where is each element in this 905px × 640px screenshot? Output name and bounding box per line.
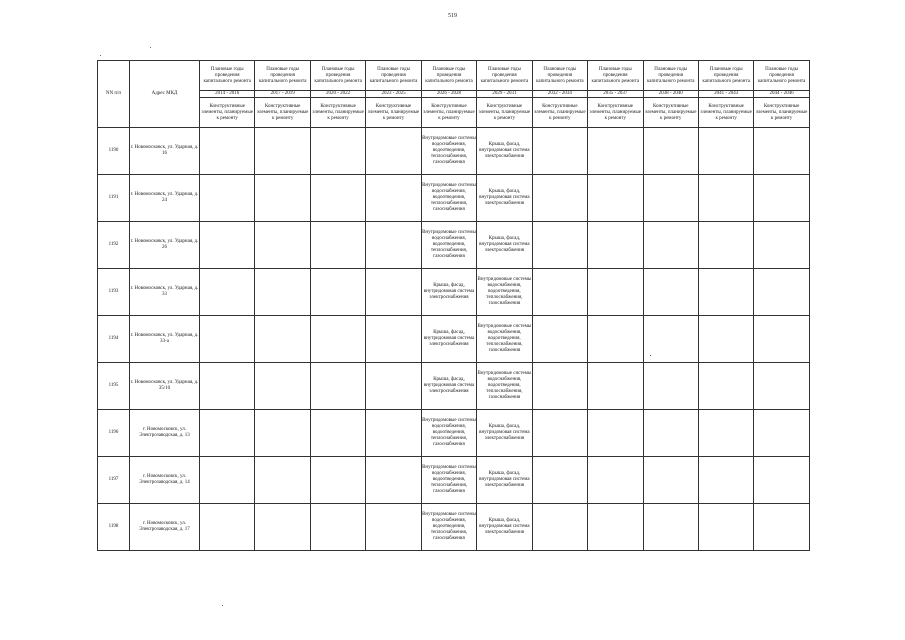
repair-elements-cell: Внутридомовые системы водоснабжения, водоотведения, теплоснабжения, газоснабжения	[421, 504, 476, 551]
repair-schedule-table	[97, 60, 810, 551]
repair-elements-cell: Внутридомовые системы водоснабжения, водоотведения, теплоснабжения, газоснабжения	[421, 175, 476, 222]
repair-elements-cell	[255, 269, 310, 316]
repair-elements-cell	[588, 269, 643, 316]
repair-elements-cell	[698, 410, 753, 457]
repair-elements-cell: Крыша, фасад, внутридомовая система электроснабжения	[421, 316, 476, 363]
repair-elements-cell	[310, 457, 365, 504]
repair-elements-cell: Крыша, фасад, внутридомовая система электроснабжения	[477, 457, 532, 504]
repair-elements-cell	[698, 457, 753, 504]
row-address: г. Новомосковск, ул. Электрозаводская, д. 13	[130, 410, 200, 457]
repair-elements-cell	[698, 363, 753, 410]
period-years: 2029 - 2031	[477, 91, 532, 98]
repair-elements-cell	[588, 222, 643, 269]
repair-elements-cell	[754, 457, 809, 504]
row-number: 1196	[98, 410, 130, 457]
repair-elements-cell	[310, 269, 365, 316]
row-address: г. Новомосковск, ул. Ударная, д. 16	[130, 128, 200, 175]
row-number: 1198	[98, 504, 130, 551]
repair-elements-cell	[255, 175, 310, 222]
repair-elements-cell	[366, 410, 421, 457]
repair-elements-cell	[310, 363, 365, 410]
repair-elements-cell	[643, 363, 698, 410]
repair-elements-cell	[698, 175, 753, 222]
repair-elements-cell	[532, 363, 587, 410]
repair-elements-cell	[255, 128, 310, 175]
period-years: 2026 - 2028	[421, 91, 476, 98]
repair-elements-cell	[532, 410, 587, 457]
elements-header: Конструктивные элементы, планируемые к ремонту	[200, 98, 255, 128]
elements-header: Конструктивные элементы, планируемые к ремонту	[588, 98, 643, 128]
scan-speck	[100, 55, 101, 56]
repair-elements-cell	[698, 222, 753, 269]
repair-elements-cell: Внутридомовые системы водоснабжения, водоотведения, теплоснабжения, газоснабжения	[421, 128, 476, 175]
repair-elements-cell	[643, 316, 698, 363]
repair-elements-cell	[255, 504, 310, 551]
row-address: г. Новомосковск, ул. Ударная, д. 33-а	[130, 316, 200, 363]
row-number: 1190	[98, 128, 130, 175]
repair-elements-cell	[200, 457, 255, 504]
table-row	[98, 175, 810, 222]
repair-elements-cell	[643, 269, 698, 316]
repair-elements-cell	[754, 175, 809, 222]
repair-elements-cell	[200, 175, 255, 222]
repair-elements-cell	[366, 128, 421, 175]
repair-elements-cell	[366, 222, 421, 269]
repair-elements-cell	[754, 222, 809, 269]
row-address: г. Новомосковск, ул. Ударная, д. 35/10	[130, 363, 200, 410]
period-years: 2032 - 2034	[532, 91, 587, 98]
period-header: Плановые годы проведения капитального ремонта	[477, 61, 532, 91]
repair-elements-cell	[255, 316, 310, 363]
period-years: 2020 - 2022	[310, 91, 365, 98]
repair-elements-cell	[532, 457, 587, 504]
table-row	[98, 410, 810, 457]
row-number: 1193	[98, 269, 130, 316]
period-header: Плановые годы проведения капитального ремонта	[255, 61, 310, 91]
repair-elements-cell: Внутридомовые системы водоснабжения, водоотведения, теплоснабжения, газоснабжения	[477, 316, 532, 363]
table-row	[98, 504, 810, 551]
table-row	[98, 222, 810, 269]
repair-elements-cell	[200, 410, 255, 457]
row-number: 1192	[98, 222, 130, 269]
repair-elements-cell	[532, 222, 587, 269]
repair-elements-cell: Крыша, фасад, внутридомовая система электроснабжения	[421, 269, 476, 316]
repair-elements-cell	[643, 222, 698, 269]
elements-header: Конструктивные элементы, планируемые к ремонту	[754, 98, 809, 128]
scan-speck	[650, 355, 651, 356]
repair-elements-cell	[366, 457, 421, 504]
row-address: г. Новомосковск, ул. Ударная, д. 33	[130, 269, 200, 316]
period-header: Плановые годы проведения капитального ремонта	[643, 61, 698, 91]
repair-elements-cell	[643, 457, 698, 504]
repair-elements-cell	[588, 410, 643, 457]
repair-elements-cell	[255, 222, 310, 269]
repair-elements-cell	[366, 269, 421, 316]
repair-elements-cell	[643, 128, 698, 175]
table-header	[98, 61, 810, 128]
repair-elements-cell: Крыша, фасад, внутридомовая система электроснабжения	[477, 175, 532, 222]
elements-header: Конструктивные элементы, планируемые к ремонту	[366, 98, 421, 128]
period-header: Плановые годы проведения капитального ремонта	[200, 61, 255, 91]
repair-elements-cell	[588, 457, 643, 504]
row-address: г. Новомосковск, ул. Электрозаводская, д. 14	[130, 457, 200, 504]
repair-elements-cell	[754, 504, 809, 551]
repair-elements-cell	[200, 316, 255, 363]
table-body	[98, 128, 810, 551]
elements-header: Конструктивные элементы, планируемые к ремонту	[643, 98, 698, 128]
repair-elements-cell	[643, 175, 698, 222]
table-row	[98, 269, 810, 316]
row-address: г. Новомосковск, ул. Электрозаводская, д. 17	[130, 504, 200, 551]
repair-elements-cell	[754, 363, 809, 410]
repair-elements-cell	[200, 269, 255, 316]
repair-elements-cell	[643, 410, 698, 457]
repair-elements-cell	[698, 128, 753, 175]
repair-elements-cell	[366, 504, 421, 551]
repair-elements-cell: Внутридомовые системы водоснабжения, водоотведения, теплоснабжения, газоснабжения	[421, 410, 476, 457]
period-header: Плановые годы проведения капитального ремонта	[698, 61, 753, 91]
elements-header: Конструктивные элементы, планируемые к ремонту	[310, 98, 365, 128]
repair-elements-cell	[754, 316, 809, 363]
period-header: Плановые годы проведения капитального ремонта	[421, 61, 476, 91]
repair-elements-cell	[588, 363, 643, 410]
repair-elements-cell: Крыша, фасад, внутридомовая система электроснабжения	[477, 128, 532, 175]
repair-elements-cell	[754, 410, 809, 457]
repair-elements-cell	[366, 363, 421, 410]
row-number: 1194	[98, 316, 130, 363]
period-years: 2023 - 2025	[366, 91, 421, 98]
repair-elements-cell	[588, 175, 643, 222]
repair-elements-cell	[643, 504, 698, 551]
repair-elements-cell	[698, 316, 753, 363]
page-number: 519	[448, 13, 457, 19]
repair-elements-cell	[588, 128, 643, 175]
table-row	[98, 457, 810, 504]
repair-elements-cell	[310, 175, 365, 222]
repair-elements-cell	[200, 222, 255, 269]
repair-elements-cell: Внутридомовые системы водоснабжения, водоотведения, теплоснабжения, газоснабжения	[421, 222, 476, 269]
repair-elements-cell	[532, 128, 587, 175]
repair-elements-cell	[310, 504, 365, 551]
repair-elements-cell: Крыша, фасад, внутридомовая система электроснабжения	[477, 222, 532, 269]
period-header: Плановые годы проведения капитального ремонта	[588, 61, 643, 91]
repair-elements-cell: Внутридомовые системы водоснабжения, водоотведения, теплоснабжения, газоснабжения	[477, 269, 532, 316]
repair-elements-cell	[200, 363, 255, 410]
elements-header: Конструктивные элементы, планируемые к ремонту	[255, 98, 310, 128]
period-years: 2017 - 2019	[255, 91, 310, 98]
period-years: 2044 - 2046	[754, 91, 809, 98]
repair-elements-cell	[532, 316, 587, 363]
elements-header: Конструктивные элементы, планируемые к ремонту	[421, 98, 476, 128]
repair-elements-cell	[698, 504, 753, 551]
period-header: Плановые годы проведения капитального ремонта	[532, 61, 587, 91]
repair-elements-cell	[366, 316, 421, 363]
table-row	[98, 316, 810, 363]
scan-speck	[150, 47, 151, 48]
period-years: 2035 - 2037	[588, 91, 643, 98]
col-header-number: NN п/п	[98, 61, 130, 128]
repair-elements-cell	[200, 128, 255, 175]
row-address: г. Новомосковск, ул. Ударная, д. 26	[130, 222, 200, 269]
elements-header: Конструктивные элементы, планируемые к ремонту	[477, 98, 532, 128]
repair-elements-cell: Крыша, фасад, внутридомовая система электроснабжения	[477, 410, 532, 457]
row-number: 1197	[98, 457, 130, 504]
repair-elements-cell	[310, 410, 365, 457]
repair-elements-cell	[754, 128, 809, 175]
repair-elements-cell	[532, 269, 587, 316]
repair-elements-cell: Крыша, фасад, внутридомовая система электроснабжения	[477, 504, 532, 551]
table-row	[98, 363, 810, 410]
scan-speck	[222, 605, 223, 606]
period-header: Плановые годы проведения капитального ремонта	[310, 61, 365, 91]
repair-elements-cell: Крыша, фасад, внутридомовая система электроснабжения	[421, 363, 476, 410]
repair-elements-cell	[532, 504, 587, 551]
row-number: 1191	[98, 175, 130, 222]
repair-elements-cell	[754, 269, 809, 316]
period-years: 2041 - 2043	[698, 91, 753, 98]
repair-elements-cell	[255, 363, 310, 410]
table-row	[98, 128, 810, 175]
repair-elements-cell	[255, 457, 310, 504]
repair-elements-cell: Внутридомовые системы водоснабжения, водоотведения, теплоснабжения, газоснабжения	[421, 457, 476, 504]
repair-elements-cell	[310, 128, 365, 175]
repair-elements-cell	[532, 175, 587, 222]
row-number: 1195	[98, 363, 130, 410]
repair-elements-cell	[366, 175, 421, 222]
repair-elements-cell	[200, 504, 255, 551]
repair-elements-cell	[310, 316, 365, 363]
period-header: Плановые годы проведения капитального ремонта	[366, 61, 421, 91]
repair-elements-cell	[255, 410, 310, 457]
repair-elements-cell	[698, 269, 753, 316]
repair-elements-cell	[588, 504, 643, 551]
repair-elements-cell: Внутридомовые системы водоснабжения, водоотведения, теплоснабжения, газоснабжения	[477, 363, 532, 410]
row-address: г. Новомосковск, ул. Ударная, д. 24	[130, 175, 200, 222]
col-header-address: Адрес МКД	[130, 61, 200, 128]
elements-header: Конструктивные элементы, планируемые к ремонту	[698, 98, 753, 128]
elements-header: Конструктивные элементы, планируемые к ремонту	[532, 98, 587, 128]
period-header: Плановые годы проведения капитального ремонта	[754, 61, 809, 91]
repair-elements-cell	[310, 222, 365, 269]
period-years: 2038 - 2040	[643, 91, 698, 98]
period-years: 2014 - 2016	[200, 91, 255, 98]
repair-elements-cell	[588, 316, 643, 363]
